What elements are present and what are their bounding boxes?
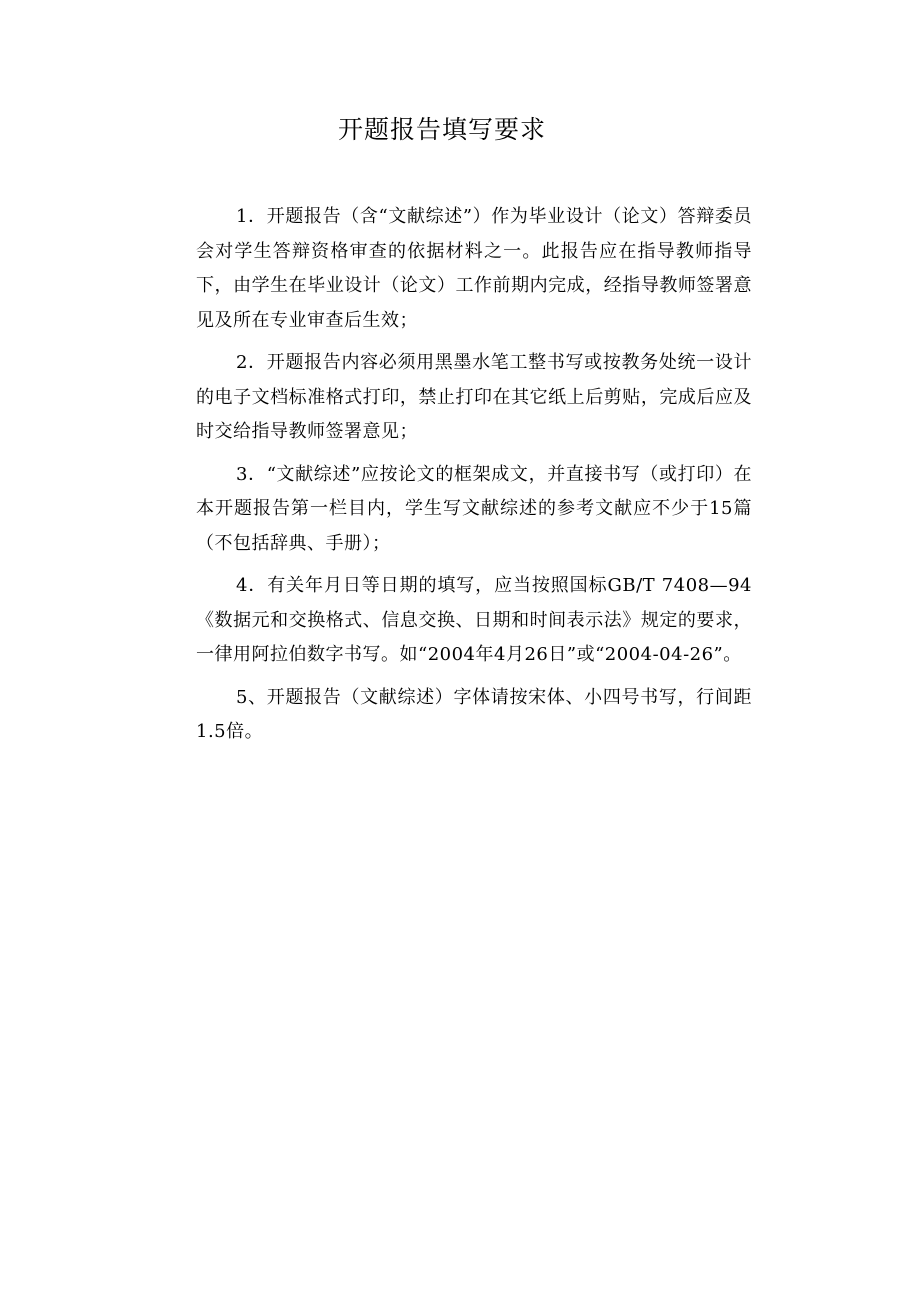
requirement-item-2: 2．开题报告内容必须用黑墨水笔工整书写或按教务处统一设计的电子文档标准格式打印，禁止打印在其它纸上后剪贴，完成后应及时交给指导教师签署意见； xyxy=(196,352,752,442)
requirement-item-4: 4．有关年月日等日期的填写，应当按照国标GB/T 7408—94《数据元和交换格式、信息交换、日期和时间表示法》规定的要求，一律用阿拉伯数字书写。如“2004年4月26日”或“2004-04-26”。 xyxy=(196,575,752,665)
page-title: 开题报告填写要求 xyxy=(337,115,546,144)
requirement-item-1: 1．开题报告（含“文献综述”）作为毕业设计（论文）答辩委员会对学生答辩资格审查的依据材料之一。此报告应在指导教师指导下，由学生在毕业设计（论文）工作前期内完成，经指导教师签署意见及所在专业审查后生效； xyxy=(196,206,752,331)
requirement-item-5: 5、开题报告（文献综述）字体请按宋体、小四号书写，行间距1.5倍。 xyxy=(196,686,752,742)
requirement-item-3: 3．“文献综述”应按论文的框架成文，并直接书写（或打印）在本开题报告第一栏目内，学生写文献综述的参考文献应不少于15篇（不包括辞典、手册）； xyxy=(196,463,752,554)
requirements-list xyxy=(196,200,752,758)
